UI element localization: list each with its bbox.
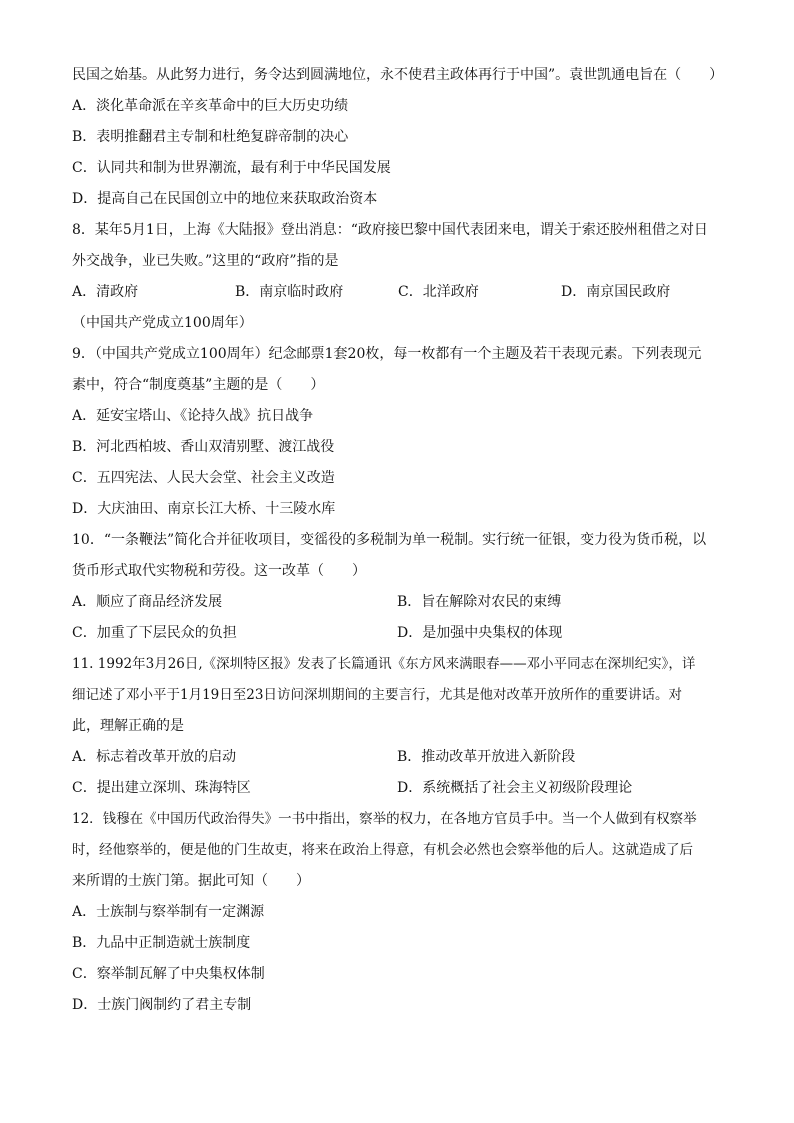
q7-option-c: C．认同共和制为世界潮流，最有利于中华民国发展 xyxy=(72,160,391,176)
q7-option-d: D．提高自己在民国创立中的地位来获取政治资本 xyxy=(72,191,378,207)
q10-option-d: D．是加强中央集权的体现 xyxy=(397,625,563,641)
q10-options-row-2 xyxy=(72,618,732,649)
q12-stem-line-3: 来所谓的士族门第。据此可知（ ） xyxy=(72,873,310,889)
q9-option-d: D．大庆油田、南京长江大桥、十三陵水库 xyxy=(72,501,336,517)
q12-stem-line-2: 时，经他察举的，便是他的门生故吏，将来在政治上得意，有机会必然也会察举他的后人。这就造成了后 xyxy=(72,842,693,858)
q7-option-a: A．淡化革命派在辛亥革命中的巨大历史功绩 xyxy=(72,98,349,114)
q9-option-b: B．河北西柏坡、香山双清别墅、渡江战役 xyxy=(72,439,335,455)
q8-stem-line-1: 8．某年5月1日，上海《大陆报》登出消息：“政府接巴黎中国代表团来电，谓关于索还胶州租借之对日 xyxy=(72,222,708,238)
section-note: （中国共产党成立100周年） xyxy=(72,315,253,331)
q11-stem-line-1: 11. 1992年3月26日,《深圳特区报》发表了长篇通讯《东方风来满眼春——邓小平同志在深圳纪实》，详 xyxy=(72,656,696,672)
q8-options-row xyxy=(72,277,732,308)
q11-option-b: B．推动改革开放进入新阶段 xyxy=(397,749,576,765)
q9-stem-line-2: 素中，符合“制度奠基”主题的是（ ） xyxy=(72,377,325,393)
q12-stem-line-1: 12．钱穆在《中国历代政治得失》一书中指出，察举的权力，在各地方官员手中。当一个人做到有权察举 xyxy=(72,811,697,827)
q11-options-row-2 xyxy=(72,773,732,804)
q9-option-a: A．延安宝塔山、《论持久战》抗日战争 xyxy=(72,408,314,424)
q8-stem-line-2: 外交战争，业已失败。”这里的“政府”指的是 xyxy=(72,253,339,269)
q11-option-c: C．提出建立深圳、珠海特区 xyxy=(72,780,251,796)
q12-option-b: B．九品中正制造就士族制度 xyxy=(72,935,251,951)
q12-option-a: A．士族制与察举制有一定渊源 xyxy=(72,904,265,920)
q12-option-c: C．察举制瓦解了中央集权体制 xyxy=(72,966,265,982)
q8-option-c: C．北洋政府 xyxy=(398,284,479,300)
q10-option-b: B．旨在解除对农民的束缚 xyxy=(397,594,562,610)
q8-option-b: B．南京临时政府 xyxy=(235,284,344,300)
q11-stem-line-3: 此，理解正确的是 xyxy=(72,718,184,734)
q8-option-a: A．清政府 xyxy=(72,284,139,300)
q11-option-a: A．标志着改革开放的启动 xyxy=(72,749,237,765)
q9-stem-line-1: 9．（中国共产党成立100周年）纪念邮票1套20枚，每一枚都有一个主题及若干表现元素。下列表现元 xyxy=(72,346,702,362)
q11-options-row-1 xyxy=(72,742,732,773)
q12-option-d: D．士族门阀制约了君主专制 xyxy=(72,997,252,1013)
q10-stem-line-2: 货币形式取代实物税和劳役。这一改革（ ） xyxy=(72,563,366,579)
q10-options-row-1 xyxy=(72,587,732,618)
exam-page xyxy=(72,60,732,1021)
q11-stem-line-2: 细记述了邓小平于1月19日至23日访问深圳期间的主要言行，尤其是他对改革开放所作的重要讲话。对 xyxy=(72,687,682,703)
q11-option-d: D．系统概括了社会主义初级阶段理论 xyxy=(397,780,633,796)
q7-stem-continued: 民国之始基。从此努力进行，务令达到圆满地位，永不使君主政体再行于中国”。袁世凯通电旨在（ ） xyxy=(72,67,724,83)
q8-option-d: D．南京国民政府 xyxy=(561,284,671,300)
q10-stem-line-1: 10．“一条鞭法”简化合并征收项目，变徭役的多税制为单一税制。实行统一征银，变力役为货币税，以 xyxy=(72,532,707,548)
q10-option-c: C．加重了下层民众的负担 xyxy=(72,625,237,641)
q10-option-a: A．顺应了商品经济发展 xyxy=(72,594,223,610)
q9-option-c: C．五四宪法、人民大会堂、社会主义改造 xyxy=(72,470,335,486)
q7-option-b: B．表明推翻君主专制和杜绝复辟帝制的决心 xyxy=(72,129,349,145)
